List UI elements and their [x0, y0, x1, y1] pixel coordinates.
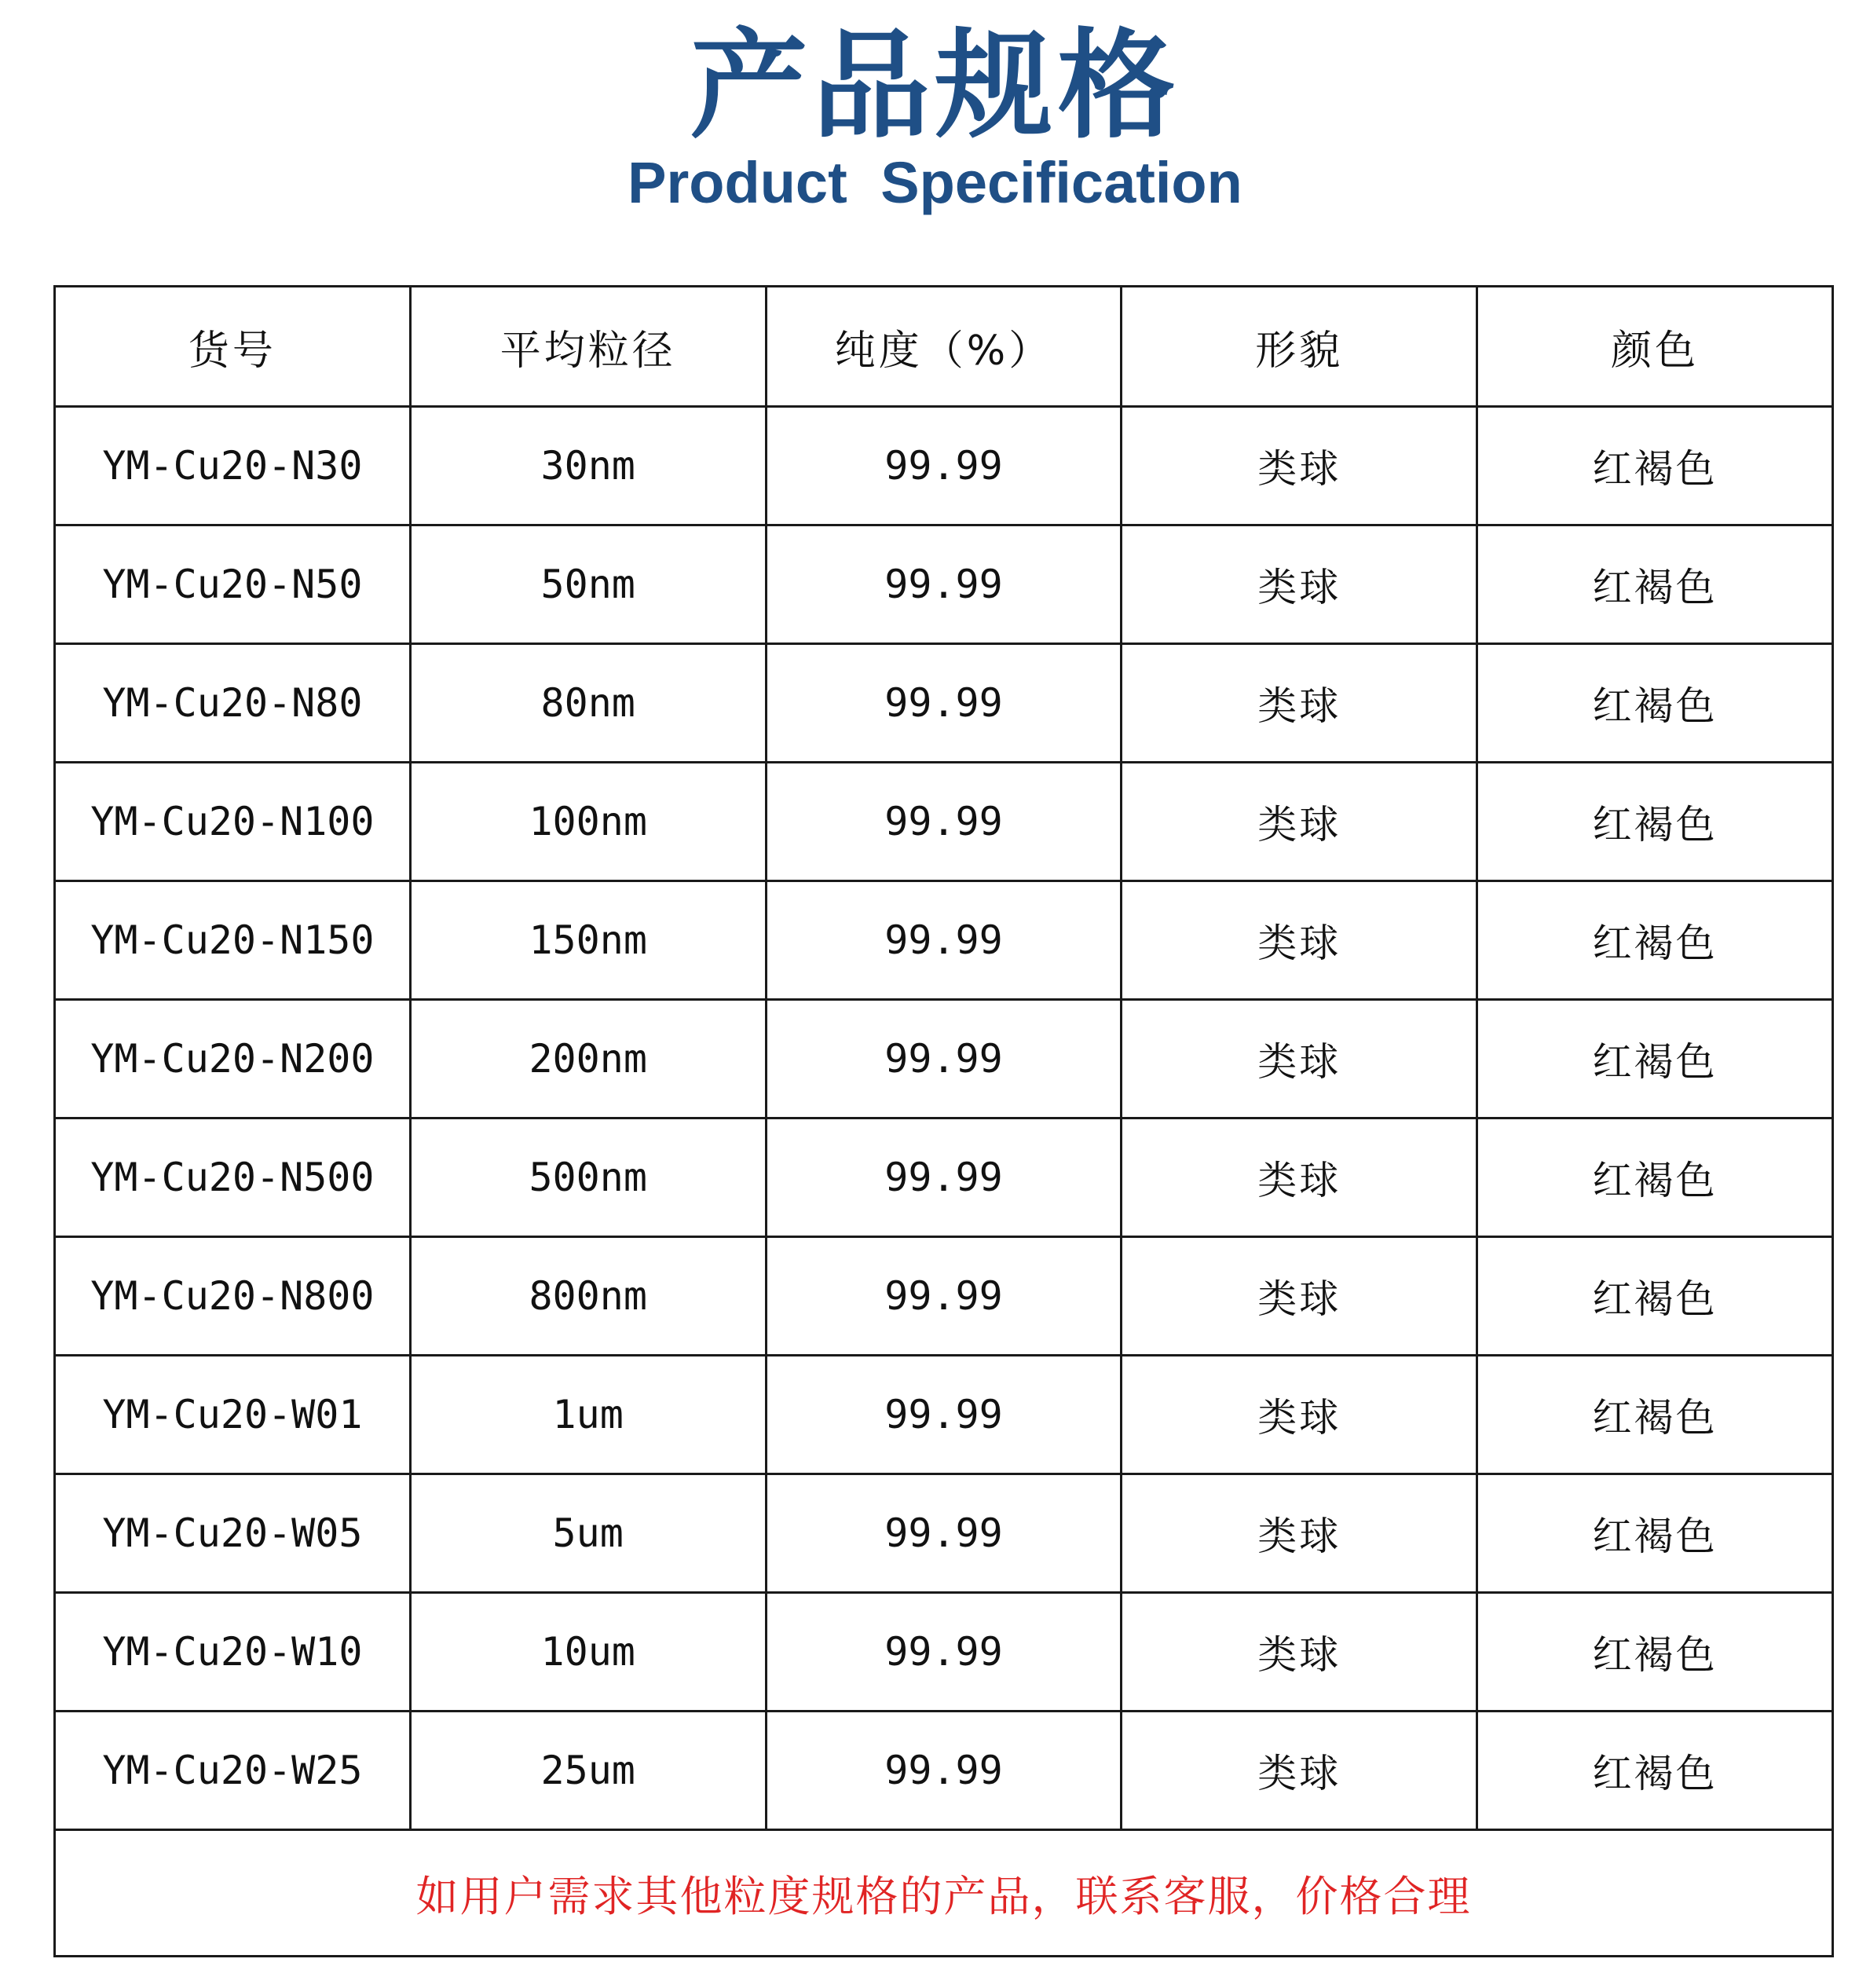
cell-particle-size: 10um	[410, 1593, 766, 1712]
column-header-color: 颜色	[1477, 287, 1833, 407]
table-row	[55, 407, 1833, 525]
cell-color: 红褐色	[1477, 1712, 1833, 1830]
cell-purity: 99.99	[766, 1118, 1122, 1237]
cell-particle-size: 150nm	[410, 881, 766, 1000]
cell-color: 红褐色	[1477, 763, 1833, 881]
cell-morphology: 类球	[1122, 1118, 1477, 1237]
cell-item-no: YM-Cu20-N30	[55, 407, 411, 525]
cell-morphology: 类球	[1122, 644, 1477, 763]
cell-particle-size: 30nm	[410, 407, 766, 525]
cell-purity: 99.99	[766, 525, 1122, 644]
cell-purity: 99.99	[766, 1356, 1122, 1474]
cell-morphology: 类球	[1122, 1712, 1477, 1830]
cell-morphology: 类球	[1122, 407, 1477, 525]
cell-purity: 99.99	[766, 1593, 1122, 1712]
cell-item-no: YM-Cu20-N80	[55, 644, 411, 763]
cell-purity: 99.99	[766, 1000, 1122, 1118]
cell-morphology: 类球	[1122, 1000, 1477, 1118]
table-row	[55, 881, 1833, 1000]
cell-purity: 99.99	[766, 407, 1122, 525]
cell-purity: 99.99	[766, 881, 1122, 1000]
cell-color: 红褐色	[1477, 644, 1833, 763]
cell-particle-size: 5um	[410, 1474, 766, 1593]
cell-item-no: YM-Cu20-N150	[55, 881, 411, 1000]
table-row	[55, 1474, 1833, 1593]
cell-morphology: 类球	[1122, 1237, 1477, 1356]
cell-purity: 99.99	[766, 1474, 1122, 1593]
cell-item-no: YM-Cu20-N500	[55, 1118, 411, 1237]
table-row	[55, 1237, 1833, 1356]
cell-purity: 99.99	[766, 1237, 1122, 1356]
column-header-item-no: 货号	[55, 287, 411, 407]
cell-morphology: 类球	[1122, 1593, 1477, 1712]
cell-color: 红褐色	[1477, 407, 1833, 525]
table-header-row	[55, 287, 1833, 407]
cell-purity: 99.99	[766, 763, 1122, 881]
cell-item-no: YM-Cu20-W25	[55, 1712, 411, 1830]
table-body	[55, 407, 1833, 1957]
cell-item-no: YM-Cu20-N800	[55, 1237, 411, 1356]
cell-color: 红褐色	[1477, 1356, 1833, 1474]
cell-color: 红褐色	[1477, 525, 1833, 644]
cell-morphology: 类球	[1122, 1356, 1477, 1474]
table-row	[55, 1000, 1833, 1118]
table-row	[55, 525, 1833, 644]
cell-particle-size: 100nm	[410, 763, 766, 881]
cell-purity: 99.99	[766, 1712, 1122, 1830]
table-row	[55, 1118, 1833, 1237]
cell-morphology: 类球	[1122, 1474, 1477, 1593]
cell-item-no: YM-Cu20-N100	[55, 763, 411, 881]
cell-color: 红褐色	[1477, 1237, 1833, 1356]
cell-particle-size: 50nm	[410, 525, 766, 644]
column-header-purity: 纯度（%）	[766, 287, 1122, 407]
cell-particle-size: 1um	[410, 1356, 766, 1474]
cell-color: 红褐色	[1477, 881, 1833, 1000]
cell-item-no: YM-Cu20-N50	[55, 525, 411, 644]
column-header-morphology: 形貌	[1122, 287, 1477, 407]
cell-color: 红褐色	[1477, 1000, 1833, 1118]
table-row	[55, 1356, 1833, 1474]
cell-particle-size: 80nm	[410, 644, 766, 763]
cell-morphology: 类球	[1122, 763, 1477, 881]
page-header	[0, 0, 1870, 283]
table-note-row	[55, 1830, 1833, 1957]
page-title: 产品规格	[690, 18, 1180, 155]
cell-particle-size: 500nm	[410, 1118, 766, 1237]
cell-item-no: YM-Cu20-W01	[55, 1356, 411, 1474]
cell-color: 红褐色	[1477, 1474, 1833, 1593]
cell-color: 红褐色	[1477, 1118, 1833, 1237]
table-row	[55, 1712, 1833, 1830]
table-row	[55, 763, 1833, 881]
cell-particle-size: 25um	[410, 1712, 766, 1830]
custom-size-note: 如用户需求其他粒度规格的产品，联系客服，价格合理	[55, 1830, 1833, 1957]
cell-morphology: 类球	[1122, 881, 1477, 1000]
column-header-avg-particle-size: 平均粒径	[410, 287, 766, 407]
cell-item-no: YM-Cu20-W05	[55, 1474, 411, 1593]
table-row	[55, 1593, 1833, 1712]
cell-color: 红褐色	[1477, 1593, 1833, 1712]
cell-item-no: YM-Cu20-W10	[55, 1593, 411, 1712]
cell-morphology: 类球	[1122, 525, 1477, 644]
cell-particle-size: 800nm	[410, 1237, 766, 1356]
cell-particle-size: 200nm	[410, 1000, 766, 1118]
cell-item-no: YM-Cu20-N200	[55, 1000, 411, 1118]
page-subtitle: Product Specification	[628, 150, 1242, 215]
table-row	[55, 644, 1833, 763]
cell-purity: 99.99	[766, 644, 1122, 763]
spec-table	[53, 285, 1834, 1957]
